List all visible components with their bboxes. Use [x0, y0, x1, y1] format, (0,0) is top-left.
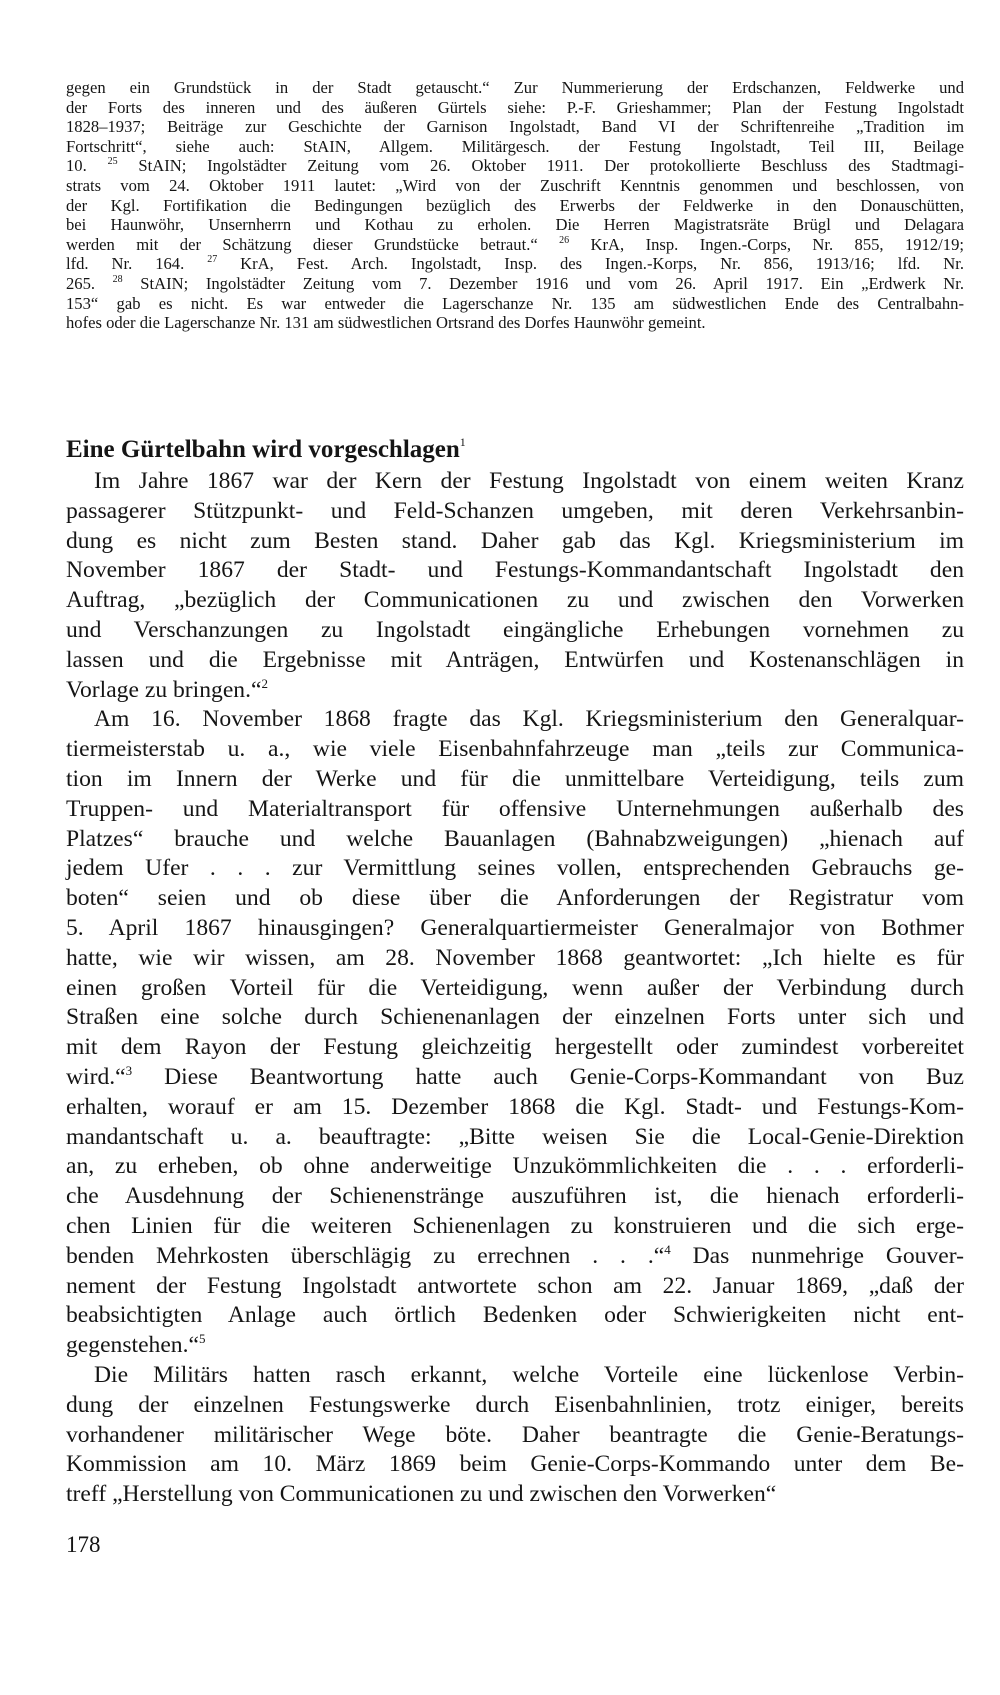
text-run: Auftrag, „bezüglich der Communicationen zu und zwischen den Vorwerken: [66, 587, 964, 614]
body-text: [66, 467, 964, 1510]
text-run: bei Haunwöhr, Unsernherrn und Kothau zu erholen. Die Herren Magistratsräte Brügl und Delagara: [66, 215, 964, 235]
body-line: [66, 1123, 964, 1153]
body-line: [66, 1331, 964, 1361]
text-run: 153“ gab es nicht. Es war entweder die Lagerschanze Nr. 135 am südwestlichen Ende des Centralbahn-: [66, 293, 964, 313]
text-run: vorhandener militärischer Wege böte. Daher beantragte die Genie-Beratungs-: [66, 1421, 964, 1448]
text-run: Das nunmehrige Gouver-: [670, 1242, 964, 1269]
footnote-line: [66, 176, 964, 196]
text-run: dung der einzelnen Festungswerke durch Eisenbahnlinien, trotz einiger, bereits: [66, 1391, 964, 1418]
text-run: lfd. Nr. 164.: [66, 254, 208, 274]
body-line: [66, 765, 964, 795]
body-line: [66, 556, 964, 586]
text-run: Im Jahre 1867 war der Kern der Festung Ingolstadt von einem weiten Kranz: [94, 468, 964, 494]
text-run: StAIN; Ingolstädter Zeitung vom 26. Oktober 1911. Der protokollierte Beschluss des Stadtmagi-: [117, 156, 964, 176]
body-line: [66, 1421, 964, 1451]
text-run: gegen ein Grundstück in der Stadt getauscht.“ Zur Nummerierung der Erdschanzen, Feldwerke und: [66, 78, 964, 97]
text-run: hatte, wie wir wissen, am 28. November 1868 geantwortet: „Ich hielte es für: [66, 944, 964, 971]
text-run: beabsichtigten Anlage auch örtlich Bedenken oder Schwierigkeiten nicht ent-: [66, 1302, 964, 1329]
text-run: erhalten, worauf er am 15. Dezember 1868 die Kgl. Stadt- und Festungs-Kom-: [66, 1093, 964, 1120]
text-run: an, zu erheben, ob ohne anderweitige Unzukömmlichkeiten die . . . erforderli-: [66, 1153, 964, 1180]
text-run: Straßen eine solche durch Schienenanlagen der einzelnen Forts unter sich und: [66, 1004, 964, 1031]
body-line: [66, 616, 964, 646]
footnote-line: [66, 98, 964, 118]
heading-text: Eine Gürtelbahn wird vorgeschlagen: [66, 436, 460, 463]
text-run: wird.“: [66, 1063, 126, 1090]
body-line: [66, 1480, 964, 1510]
text-run: Platzes“ brauche und welche Bauanlagen (Bahnabzweigungen) „hienach auf: [66, 825, 964, 852]
body-line: [66, 795, 964, 825]
text-run: nement der Festung Ingolstadt antwortete schon am 22. Januar 1869, „daß der: [66, 1272, 964, 1299]
text-run: che Ausdehnung der Schienenstränge auszuführen ist, die hienach erforderli-: [66, 1183, 964, 1210]
footnote-line: [66, 235, 964, 255]
footnote-ref: 4: [664, 1241, 671, 1257]
footnote-ref: 5: [198, 1331, 206, 1347]
text-run: der Forts des inneren und des äußeren Gürtels siehe: P.-F. Grieshammer; Plan der Festung Ingolstadt: [66, 97, 964, 117]
footnote-ref: 26: [559, 234, 570, 246]
body-line: [66, 884, 964, 914]
text-run: 10.: [66, 156, 108, 176]
body-line: [66, 1242, 964, 1272]
text-run: Truppen- und Materialtransport für offensive Unternehmungen außerhalb des: [66, 795, 964, 822]
body-line: [66, 825, 964, 855]
text-run: November 1867 der Stadt- und Festungs-Kommandantschaft Ingolstadt den: [66, 557, 964, 584]
body-line: [66, 467, 964, 497]
footnote-line: [66, 254, 964, 274]
footnote-line: [66, 294, 964, 314]
body-line: [66, 944, 964, 974]
text-run: boten“ seien und ob diese über die Anforderungen der Registratur vom: [66, 885, 964, 912]
body-line: [66, 974, 964, 1004]
text-run: KrA, Fest. Arch. Ingolstadt, Insp. des Ingen.-Korps, Nr. 856, 1913/16; lfd. Nr.: [217, 254, 964, 274]
body-line: [66, 1093, 964, 1123]
body-line: [66, 586, 964, 616]
text-run: 5. April 1867 hinausgingen? Generalquartiermeister Generalmajor von Bothmer: [66, 914, 964, 941]
body-line: [66, 1033, 964, 1063]
heading-note-ref: 1: [459, 435, 466, 449]
body-line: [66, 1152, 964, 1182]
text-run: StAIN; Ingolstädter Zeitung vom 7. Dezember 1916 und vom 26. April 1917. Ein „Erdwerk Nr.: [122, 273, 964, 293]
body-line: [66, 497, 964, 527]
body-line: [66, 1212, 964, 1242]
body-line: [66, 854, 964, 884]
footnote-line: [66, 156, 964, 176]
footnote-ref: 25: [107, 156, 118, 168]
footnote-ref: 27: [207, 254, 218, 266]
footnote-ref: 28: [112, 273, 123, 285]
footnote-line: [66, 117, 964, 137]
text-run: strats vom 24. Oktober 1911 lautet: „Wird von der Zuschrift Kenntnis genommen und beschlossen, von: [66, 175, 964, 195]
body-line: [66, 1182, 964, 1212]
text-run: passagerer Stützpunkt- und Feld-Schanzen umgeben, mit deren Verkehrsanbin-: [66, 497, 964, 524]
body-line: [66, 527, 964, 557]
text-run: Am 16. November 1868 fragte das Kgl. Kriegsministerium den Generalquar-: [94, 706, 964, 733]
text-run: und Verschanzungen zu Ingolstadt eingängliche Erhebungen vornehmen zu: [66, 616, 964, 643]
text-run: der Kgl. Fortifikation die Bedingungen bezüglich des Erwerbs der Feldwerke in den Donauschütten,: [66, 195, 964, 215]
body-line: [66, 1272, 964, 1302]
text-run: Diese Beantwortung hatte auch Genie-Corps-Kommandant von Buz: [132, 1063, 964, 1090]
text-run: Vorlage zu bringen.“: [66, 676, 262, 703]
text-run: werden mit der Schätzung dieser Grundstücke betraut.“: [66, 234, 560, 254]
body-line: [66, 1301, 964, 1331]
footnote-line: [66, 313, 964, 333]
text-run: gegenstehen.“: [66, 1332, 199, 1359]
text-run: jedem Ufer . . . zur Vermittlung seines vollen, entsprechenden Gebrauchs ge-: [66, 855, 964, 882]
text-run: chen Linien für die weiteren Schienenlagen zu konstruieren und die sich erge-: [66, 1212, 964, 1239]
body-line: [66, 676, 964, 706]
body-line: [66, 914, 964, 944]
text-run: Kommission am 10. März 1869 beim Genie-Corps-Kommando unter dem Be-: [66, 1451, 964, 1478]
text-run: treff „Herstellung von Communicationen zu und zwischen den Vorwerken“: [66, 1481, 777, 1508]
text-run: tion im Innern der Werke und für die unmittelbare Verteidigung, teils zum: [66, 765, 964, 792]
text-run: mit dem Rayon der Festung gleichzeitig hergestellt oder zumindest vorbereitet: [66, 1034, 964, 1061]
text-run: benden Mehrkosten überschlägig zu errechnen . . .“: [66, 1242, 665, 1269]
body-line: [66, 705, 964, 735]
text-run: mandantschaft u. a. beauftragte: „Bitte weisen Sie die Local-Genie-Direktion: [66, 1123, 964, 1150]
section-heading: [66, 435, 466, 464]
footnotes: [66, 78, 964, 333]
text-run: Die Militärs hatten rasch erkannt, welche Vorteile eine lückenlose Verbin-: [94, 1361, 964, 1388]
body-line: [66, 646, 964, 676]
body-line: [66, 1003, 964, 1033]
footnote-ref: 3: [125, 1062, 133, 1078]
text-run: 1828–1937; Beiträge zur Geschichte der Garnison Ingolstadt, Band VI der Schriftenreihe „Tradition im: [66, 117, 964, 137]
text-run: dung es nicht zum Besten stand. Daher gab das Kgl. Kriegsministerium im: [66, 527, 964, 554]
body-line: [66, 1361, 964, 1391]
text-run: lassen und die Ergebnisse mit Anträgen, Entwürfen und Kostenanschlägen in: [66, 646, 964, 673]
footnote-ref: 2: [261, 675, 268, 691]
footnote-line: [66, 137, 964, 157]
footnote-line: [66, 78, 964, 98]
text-run: hofes oder die Lagerschanze Nr. 131 am südwestlichen Ortsrand des Dorfes Haunwöhr gemeint.: [66, 313, 706, 333]
body-line: [66, 735, 964, 765]
page-number: 178: [66, 1532, 101, 1557]
page: [66, 78, 964, 1508]
text-run: 265.: [66, 273, 113, 293]
body-line: [66, 1391, 964, 1421]
footnote-line: [66, 274, 964, 294]
body-line: [66, 1450, 964, 1480]
text-run: Fortschritt“, siehe auch: StAIN, Allgem. Militärgesch. der Festung Ingolstadt, Teil III, Beilage: [66, 136, 964, 156]
text-run: KrA, Insp. Ingen.-Corps, Nr. 855, 1912/19;: [569, 234, 964, 254]
body-line: [66, 1063, 964, 1093]
footnote-line: [66, 215, 964, 235]
text-run: tiermeisterstab u. a., wie viele Eisenbahnfahrzeuge man „teils zur Communica-: [66, 736, 964, 763]
text-run: einen großen Vorteil für die Verteidigung, wenn außer der Verbindung durch: [66, 974, 964, 1001]
footnote-line: [66, 196, 964, 216]
